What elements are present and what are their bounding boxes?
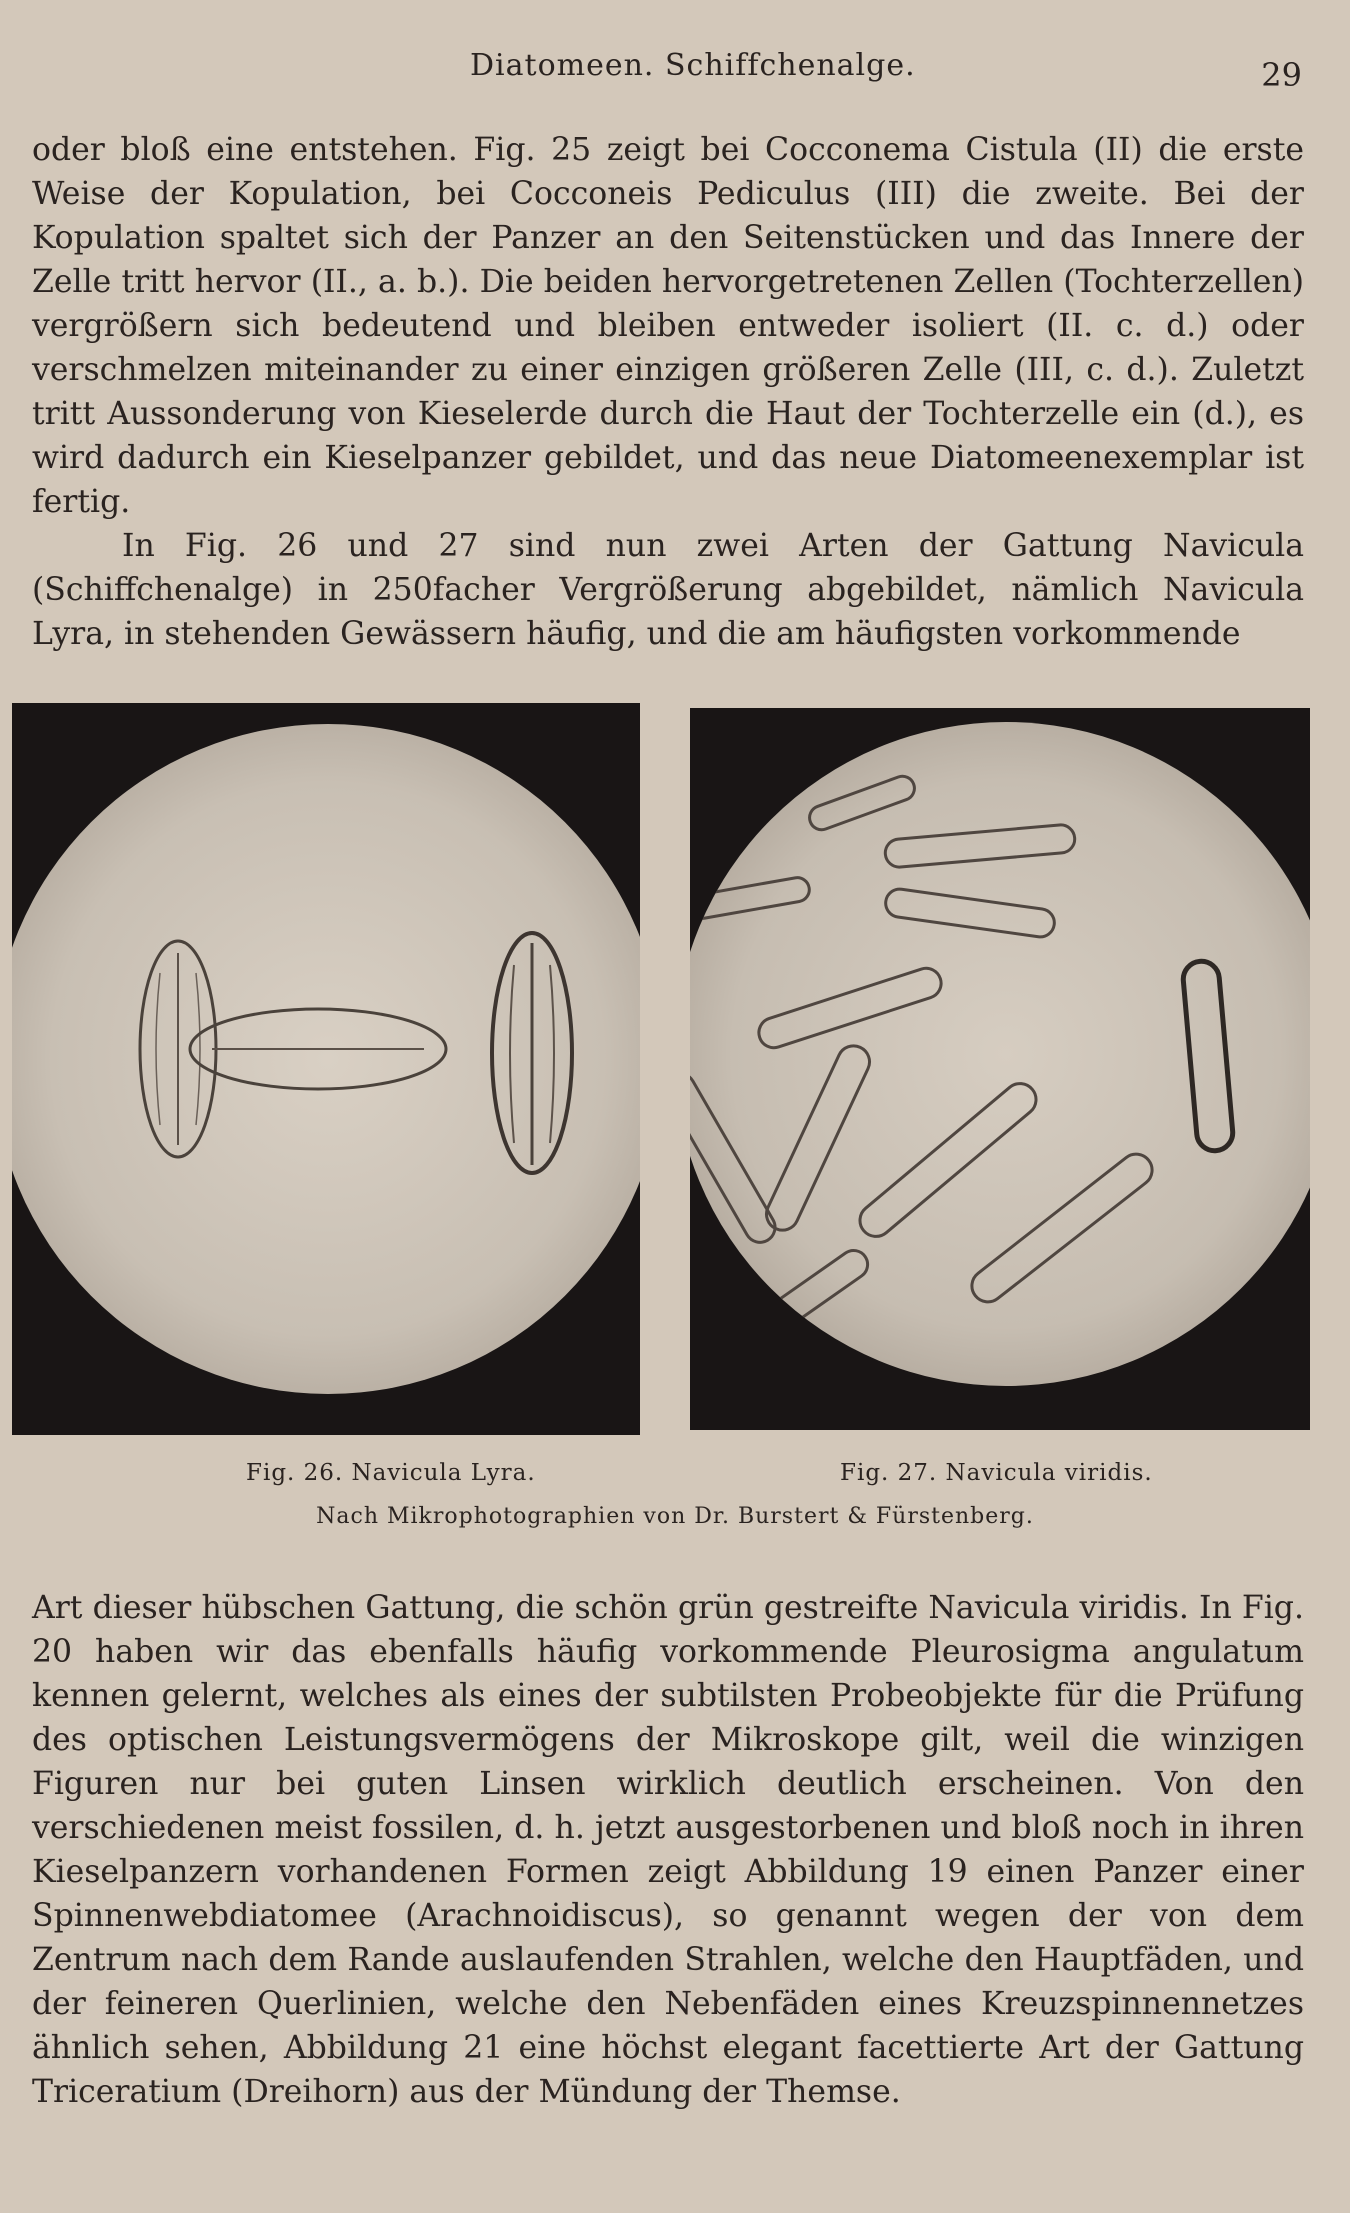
page-header <box>0 48 1350 98</box>
figure-navicula-lyra-photo <box>12 703 640 1435</box>
body-text-top <box>32 128 1304 656</box>
running-title: Diatomeen. Schiffchenalge. <box>470 48 916 83</box>
figure-26-caption: Fig. 26. Navicula Lyra. <box>246 1460 536 1486</box>
body-text-bottom <box>32 1586 1304 2114</box>
figure-27-caption: Fig. 27. Navicula viridis. <box>840 1460 1153 1486</box>
paragraph: Art dieser hübschen Gattung, die schön grün gestreifte Navicula viridis. In Fig. 20 haben wir das ebenfalls häufig vorkommende Pleurosigma angulatum kennen gelernt, welches als eines der subtilsten Probeobjekte für die Prüfung des optischen Leistungsvermögens der Mikroskope gilt, weil die winzigen Figuren nur bei guten Linsen wirklich deutlich erscheinen. Von den verschiedenen meist fossilen, d. h. jetzt ausgestorbenen und bloß noch in ihren Kieselpanzern vorhandenen Formen zeigt Abbildung 19 einen Panzer einer Spinnenwebdiatomee (Arachnoidiscus), so genannt wegen der von dem Zentrum nach dem Rande auslaufenden Strahlen, welche den Hauptfäden, und der feineren Querlinien, welche den Nebenfäden eines Kreuzspinnennetzes ähnlich sehen, Abbildung 21 eine höchst elegant facettierte Art der Gattung Triceratium (Dreihorn) aus der Mündung der Themse. <box>32 1590 1304 2110</box>
page-number: 29 <box>1261 56 1302 94</box>
paragraph: In Fig. 26 und 27 sind nun zwei Arten der Gattung Navicula (Schiffchenalge) in 250facher Vergrößerung abgebildet, nämlich Navicula Lyra, in stehenden Gewässern häufig, und die am häufigsten vorkommende <box>32 528 1304 652</box>
figure-navicula-viridis-photo <box>690 708 1310 1430</box>
paragraph: oder bloß eine entstehen. Fig. 25 zeigt bei Cocconema Cistula (II) die erste Weise der Kopulation, bei Cocconeis Pediculus (III) die zweite. Bei der Kopulation spaltet sich der Panzer an den Seitenstücken und das Innere der Zelle tritt hervor (II., a. b.). Die beiden hervorgetretenen Zellen (Tochterzellen) vergrößern sich bedeutend und bleiben entweder isoliert (II. c. d.) oder verschmelzen miteinander zu einer einzigen größeren Zelle (III, c. d.). Zuletzt tritt Aussonderung von Kieselerde durch die Haut der Tochterzelle ein (d.), es wird dadurch ein Kieselpanzer gebildet, und das neue Diatomeenexemplar ist fertig. <box>32 132 1304 520</box>
photo-credit: Nach Mikrophotographien von Dr. Burstert & Fürstenberg. <box>316 1504 1034 1529</box>
